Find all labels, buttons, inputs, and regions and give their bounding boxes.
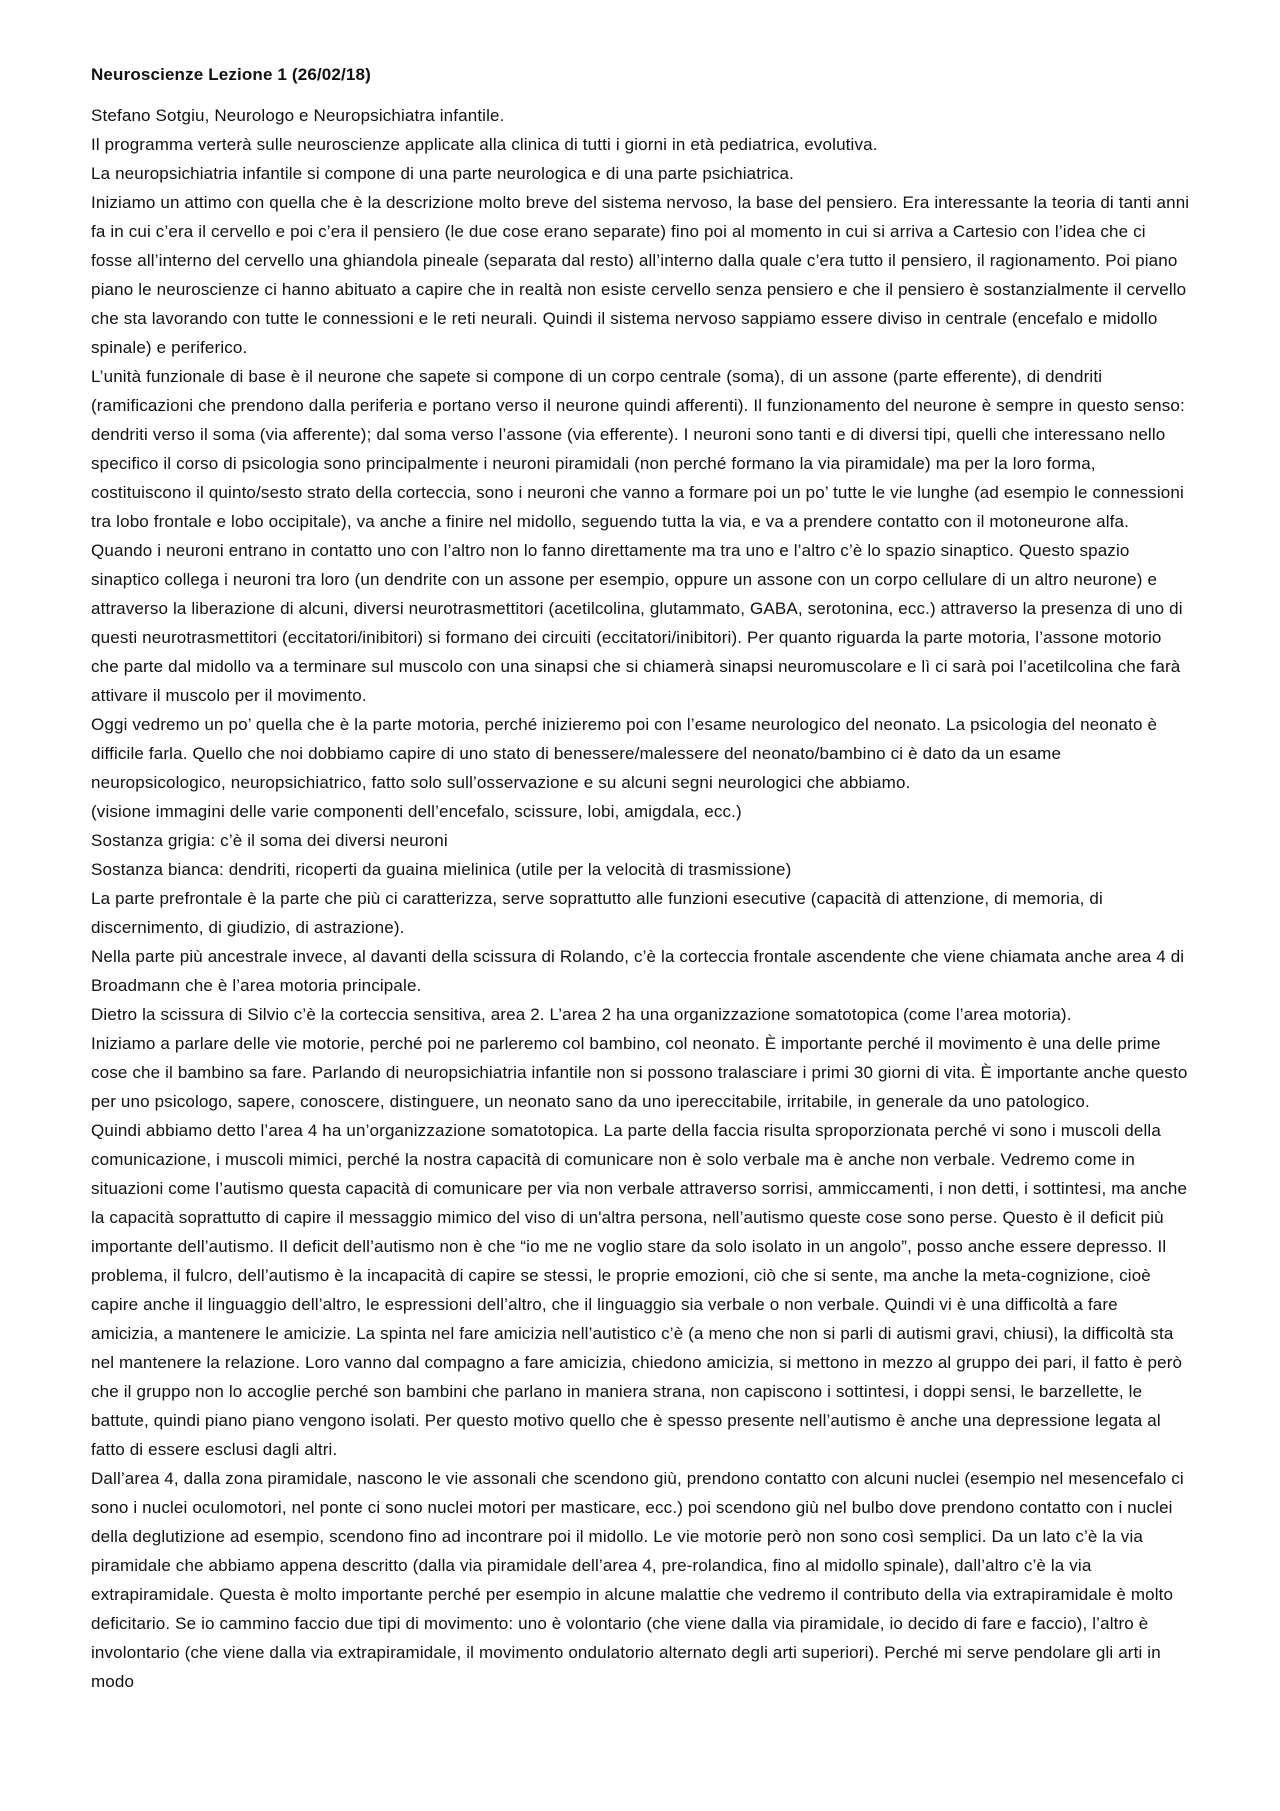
paragraph: (visione immagini delle varie componenti dell’encefalo, scissure, lobi, amigdala, ecc.) xyxy=(91,802,742,821)
paragraph: Il programma verterà sulle neuroscienze applicate alla clinica di tutti i giorni in età pediatrica, evolutiva. xyxy=(91,135,878,154)
paragraph: Dietro la scissura di Silvio c’è la corteccia sensitiva, area 2. L’area 2 ha una organizzazione somatotopica (come l’area motoria). xyxy=(91,1005,1072,1024)
paragraph: Oggi vedremo un po’ quella che è la parte motoria, perché inizieremo poi con l’esame neurologico del neonato. La psicologia del neonato è difficile farla. Quello che noi dobbiamo capire di uno stato di benessere/malessere del neonato/bambino ci è dato da un esame neuropsicologico, neuropsichiatrico, fatto solo sull’osservazione e su alcuni segni neurologici che abbiamo. xyxy=(91,715,1158,792)
paragraph: Stefano Sotgiu, Neurologo e Neuropsichiatra infantile. xyxy=(91,106,505,125)
paragraph: Nella parte più ancestrale invece, al davanti della scissura di Rolando, c’è la corteccia frontale ascendente che viene chiamata anche area 4 di Broadmann che è l’area motoria principale. xyxy=(91,947,1185,995)
paragraph: Iniziamo un attimo con quella che è la descrizione molto breve del sistema nervoso, la base del pensiero. Era interessante la teoria di tanti anni fa in cui c’era il cervello e poi c’era il pensiero (le due cose erano separate) fino poi al momento in cui si arriva a Cartesio con l’idea che ci fosse all’interno del cervello una ghiandola pineale (separata dal resto) all’interno dalla quale c’era tutto il pensiero, il ragionamento. Poi piano piano le neuroscienze ci hanno abituato a capire che in realtà non esiste cervello senza pensiero e che il pensiero è sostanzialmente il cervello che sta lavorando con tutte le connessioni e le reti neurali. Quindi il sistema nervoso sappiamo essere diviso in centrale (encefalo e midollo spinale) e periferico. xyxy=(91,193,1190,357)
paragraph: Dall’area 4, dalla zona piramidale, nascono le vie assonali che scendono giù, prendono contatto con alcuni nuclei (esempio nel mesencefalo ci sono i nuclei oculomotori, nel ponte ci sono nuclei motori per masticare, ecc.) poi scendono giù nel bulbo dove prendono contatto con i nuclei della deglutizione ad esempio, scendono fino ad incontrare poi il midollo. Le vie motorie però non sono così semplici. Da un lato c’è la via piramidale che abbiamo appena descritto (dalla via piramidale dell’area 4, pre-rolandica, fino al midollo spinale), dall’altro c’è la via extrapiramidale. Questa è molto importante perché per esempio in alcune malattie che vedremo il contributo della via extrapiramidale è molto deficitario. Se io cammino faccio due tipi di movimento: uno è volontario (che viene dalla via piramidale, io decido di fare e faccio), l’altro è involontario (che viene dalla via extrapiramidale, il movimento ondulatorio alternato degli arti superiori). Perché mi serve pendolare gli arti in modo xyxy=(91,1469,1184,1691)
paragraph: Sostanza grigia: c’è il soma dei diversi neuroni xyxy=(91,831,448,850)
paragraph: Quindi abbiamo detto l’area 4 ha un’organizzazione somatotopica. La parte della faccia risulta sproporzionata perché vi sono i muscoli della comunicazione, i muscoli mimici, perché la nostra capacità di comunicare non è solo verbale ma è anche non verbale. Vedremo come in situazioni come l’autismo questa capacità di comunicare per via non verbale attraverso sorrisi, ammiccamenti, i non detti, i sottintesi, ma anche la capacità soprattutto di capire il messaggio mimico del viso di un'altra persona, nell’autismo queste cose sono perse. Questo è il deficit più importante dell’autismo. Il deficit dell’autismo non è che “io me ne voglio stare da solo isolato in un angolo”, posso anche essere depresso. Il problema, il fulcro, dell’autismo è la incapacità di capire se stessi, le proprie emozioni, ciò che si sente, ma anche la meta-cognizione, cioè capire anche il linguaggio dell’altro, le espressioni dell’altro, che il linguaggio sia verbale o non verbale. Quindi vi è una difficoltà a fare amicizia, a mantenere le amicizie. La spinta nel fare amicizia nell’autistico c’è (a meno che non si parli di autismi gravi, chiusi), la difficoltà sta nel mantenere la relazione. Loro vanno dal compagno a fare amicizia, chiedono amicizia, si mettono in mezzo al gruppo dei pari, il fatto è però che il gruppo non lo accoglie perché son bambini che parlano in maniera strana, non capiscono i sottintesi, i doppi sensi, le barzellette, le battute, quindi piano piano vengono isolati. Per questo motivo quello che è spesso presente nell’autismo è anche una depressione legata al fatto di essere esclusi dagli altri. xyxy=(91,1121,1188,1459)
document-title: Neuroscienze Lezione 1 (26/02/18) xyxy=(91,65,371,84)
document-body xyxy=(91,101,1190,1696)
paragraph: Sostanza bianca: dendriti, ricoperti da guaina mielinica (utile per la velocità di trasmissione) xyxy=(91,860,792,879)
paragraph: La parte prefrontale è la parte che più ci caratterizza, serve soprattutto alle funzioni esecutive (capacità di attenzione, di memoria, di discernimento, di giudizio, di astrazione). xyxy=(91,889,1103,937)
paragraph: Iniziamo a parlare delle vie motorie, perché poi ne parleremo col bambino, col neonato. È importante perché il movimento è una delle prime cose che il bambino sa fare. Parlando di neuropsichiatria infantile non si possono tralasciare i primi 30 giorni di vita. È importante anche questo per uno psicologo, sapere, conoscere, distinguere, un neonato sano da uno ipereccitabile, irritabile, in generale da uno patologico. xyxy=(91,1034,1188,1111)
paragraph: L’unità funzionale di base è il neurone che sapete si compone di un corpo centrale (soma), di un assone (parte efferente), di dendriti (ramificazioni che prendono dalla periferia e portano verso il neurone quindi afferenti). Il funzionamento del neurone è sempre in questo senso: dendriti verso il soma (via afferente); dal soma verso l’assone (via efferente). I neuroni sono tanti e di diversi tipi, quelli che interessano nello specifico il corso di psicologia sono principalmente i neuroni piramidali (non perché formano la via piramidale) ma per la loro forma, costituiscono il quinto/sesto strato della corteccia, sono i neuroni che vanno a formare poi un po’ tutte le vie lunghe (ad esempio le connessioni tra lobo frontale e lobo occipitale), va anche a finire nel midollo, seguendo tutta la via, e va a prendere contatto con il motoneurone alfa. Quando i neuroni entrano in contatto uno con l’altro non lo fanno direttamente ma tra uno e l’altro c’è lo spazio sinaptico. Questo spazio sinaptico collega i neuroni tra loro (un dendrite con un assone per esempio, oppure un assone con un corpo cellulare di un altro neurone) e attraverso la liberazione di alcuni, diversi neurotrasmettitori (acetilcolina, glutammato, GABA, serotonina, ecc.) attraverso la presenza di uno di questi neurotrasmettitori (eccitatori/inibitori) si formano dei circuiti (eccitatori/inibitori). Per quanto riguarda la parte motoria, l’assone motorio che parte dal midollo va a terminare sul muscolo con una sinapsi che si chiamerà sinapsi neuromuscolare e lì ci sarà poi l’acetilcolina che farà attivare il muscolo per il movimento. xyxy=(91,367,1185,705)
paragraph: La neuropsichiatria infantile si compone di una parte neurologica e di una parte psichiatrica. xyxy=(91,164,795,183)
